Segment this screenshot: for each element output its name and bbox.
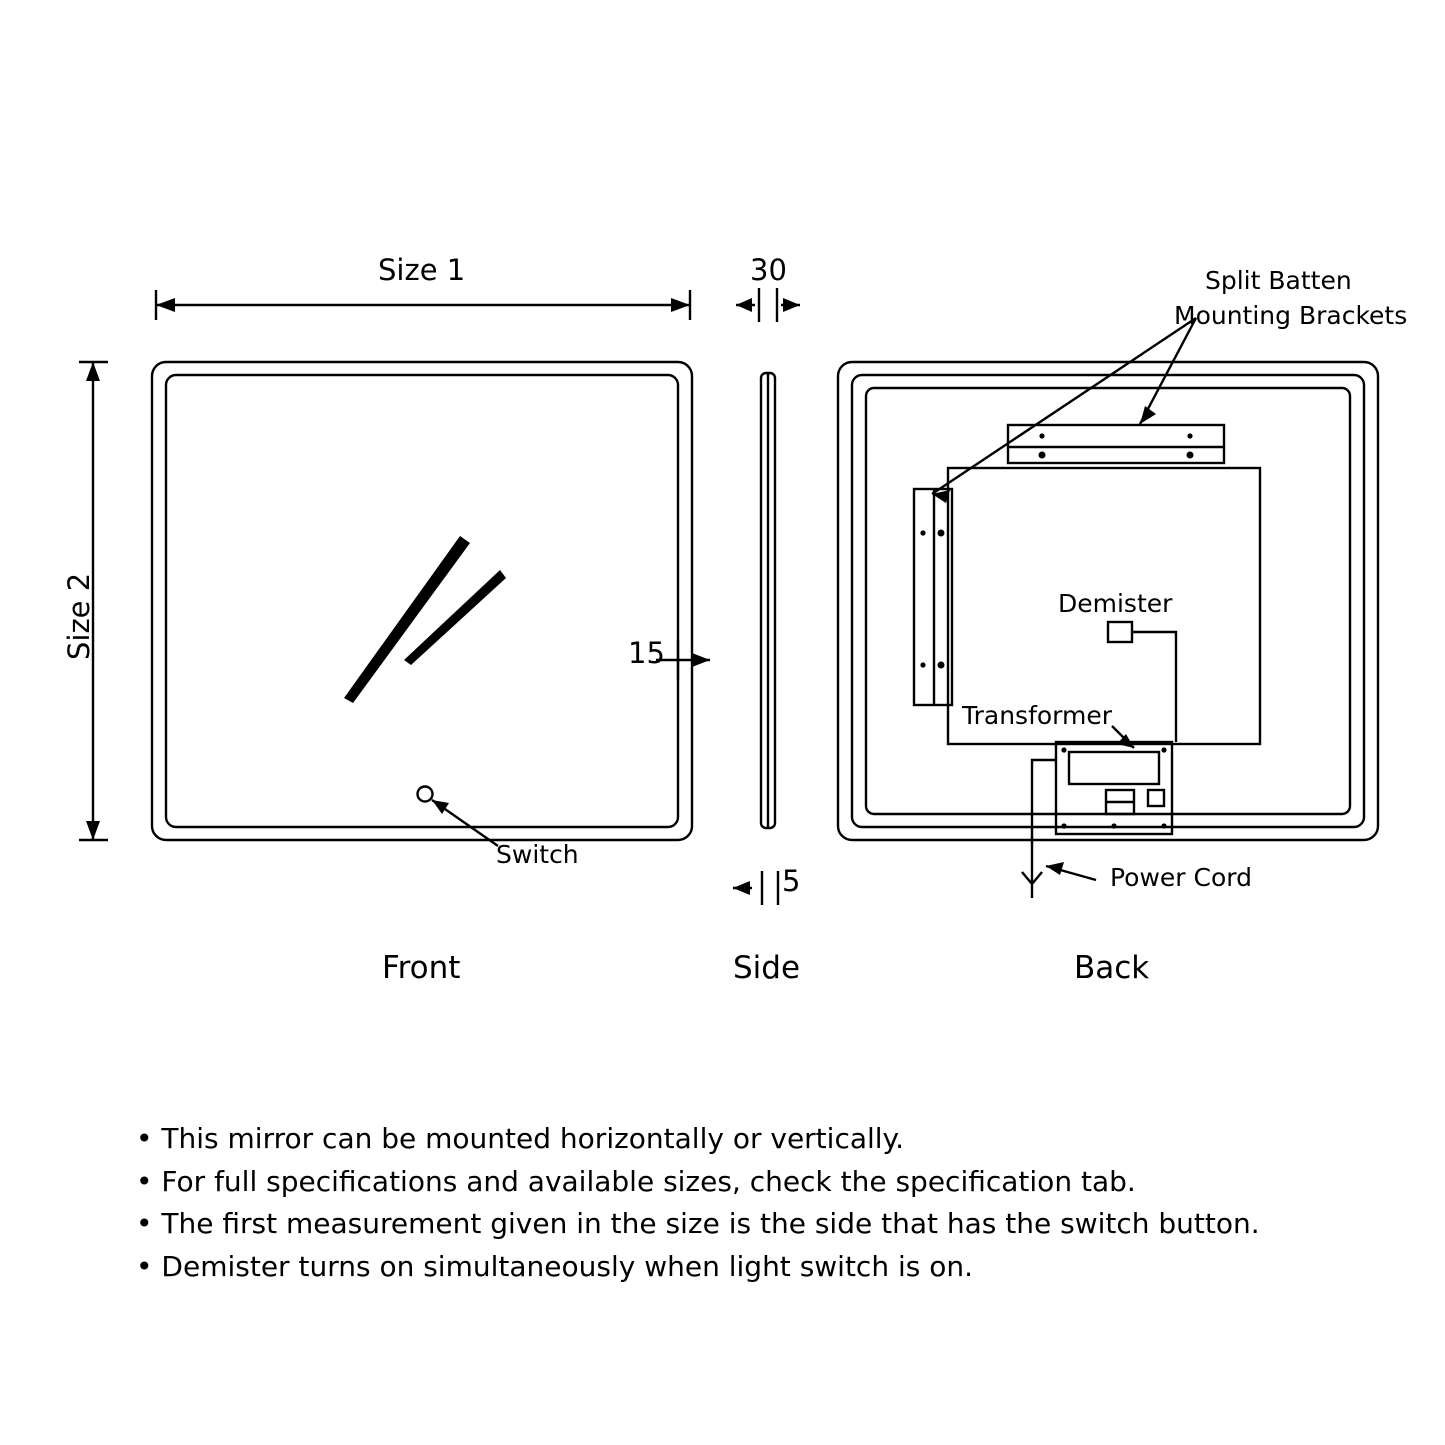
view-title-side: Side: [733, 950, 801, 986]
note-item: • Demister turns on simultaneously when light switch is on.: [136, 1249, 974, 1283]
callout-label-demister: Demister: [1058, 589, 1173, 618]
transformer-box: [1056, 742, 1172, 834]
dimension-label-depth: 30: [750, 253, 787, 287]
side-view-group: [733, 288, 800, 905]
callout-label-split-batten-line1: Split Batten: [1205, 266, 1352, 295]
note-item: • This mirror can be mounted horizontally or vertically.: [136, 1122, 905, 1155]
dimension-label-height: Size 2: [62, 572, 96, 660]
dimension-label-glass-thickness: 5: [782, 864, 801, 898]
view-title-back: Back: [1074, 950, 1150, 986]
dimension-label-width: Size 1: [378, 253, 466, 287]
mirror-reflection-streaks: [344, 536, 506, 703]
note-item: • For full specifications and available sizes, check the specification tab.: [136, 1164, 1136, 1198]
notes-list: [136, 1118, 1376, 1288]
callout-label-power-cord: Power Cord: [1110, 863, 1252, 892]
callout-label-split-batten-line2: Mounting Brackets: [1174, 301, 1408, 330]
switch-marker: [418, 787, 433, 802]
view-title-front: Front: [382, 950, 461, 986]
demister-wire: [1132, 632, 1176, 742]
dimension-label-frame-inset: 15: [628, 636, 665, 670]
demister-connector: [1108, 622, 1132, 642]
front-view-group: [79, 290, 710, 846]
callout-label-transformer: Transformer: [962, 701, 1113, 730]
split-batten-leader-top: [1140, 318, 1196, 424]
split-batten-left: [914, 489, 952, 705]
transformer-inner-right: [1148, 790, 1164, 806]
switch-leader-arrow: [432, 800, 449, 814]
transformer-inner-top: [1069, 752, 1159, 784]
callout-label-switch: Switch: [496, 840, 579, 869]
split-batten-top: [1008, 425, 1224, 463]
transformer-body: [1056, 742, 1172, 834]
note-item: • The first measurement given in the size is the side that has the switch button.: [136, 1207, 1260, 1241]
